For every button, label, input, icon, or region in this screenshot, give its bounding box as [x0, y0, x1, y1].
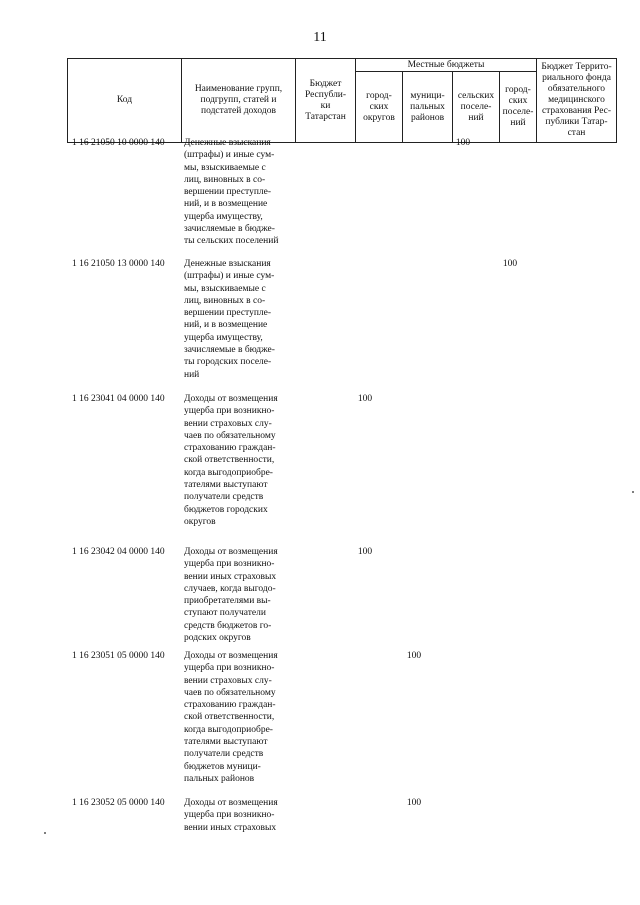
header-code: Код — [68, 59, 182, 143]
income-name: Доходы от возмещения ущерба при возникно- вении страховых слу- чаев по обязательному страхованию граждан- ской ответственности, когда выгодоприобре- тателями выступают получатели средств бюджетов муници- пальных районов — [184, 651, 278, 784]
norm-value: 100 — [357, 394, 373, 404]
income-code: 1 16 23042 04 0000 140 — [72, 547, 165, 557]
income-name: Доходы от возмещения ущерба при возникно- вении иных страховых — [184, 798, 278, 833]
norm-value: 100 — [455, 138, 471, 148]
scan-speck — [44, 832, 46, 834]
header-city-districts: город- ских округов — [356, 72, 403, 143]
income-name: Доходы от возмещения ущерба при возникно- вении страховых слу- чаев по обязательному страхованию граждан- ской ответственности, когда выгодоприобре- тателями выступают получатели средств бюджетов городских округов — [184, 394, 278, 527]
income-name: Доходы от возмещения ущерба при возникно- вении иных страховых случаев, когда выгодо- приобретателями вы- ступают получатели средств бюджетов го- родских округов — [184, 547, 278, 644]
header-tfoms: Бюджет Террито- риального фонда обязательного медицинского страхования Рес- публики Татар- стан — [537, 59, 617, 143]
page-number: 11 — [313, 30, 327, 45]
header-name: Наименование групп, подгрупп, статей и подстатей доходов — [182, 59, 296, 143]
scan-speck — [632, 491, 634, 493]
header-budget-rt: Бюджет Республи- ки Татарстан — [296, 59, 356, 143]
income-name: Денежные взыскания (штрафы) и иные сум- мы, взыскиваемые с лиц, виновных в со- вершении преступле- ний, и в возмещение ущерба имуществу, зачисляемые в бюдже- ты городских поселе- ний — [184, 259, 275, 380]
norm-value: 100 — [357, 547, 373, 557]
income-code: 1 16 21050 13 0000 140 — [72, 259, 165, 269]
norm-value: 100 — [502, 259, 518, 269]
header-city-settlements: город- ских поселе- ний — [500, 72, 537, 143]
income-code: 1 16 23051 05 0000 140 — [72, 651, 165, 661]
norm-value: 100 — [406, 798, 422, 808]
table-header — [67, 58, 617, 143]
norm-value: 100 — [406, 651, 422, 661]
header-municipal-districts: муници- пальных районов — [403, 72, 453, 143]
income-name: Денежные взыскания (штрафы) и иные сум- мы, взыскиваемые с лиц, виновных в со- вершении преступле- ний, и в возмещение ущерба имуществу, зачисляемые в бюдже- ты сельских поселений — [184, 138, 279, 247]
header-rural-settlements: сельских поселе- ний — [453, 72, 500, 143]
income-code: 1 16 23052 05 0000 140 — [72, 798, 165, 808]
income-code: 1 16 21050 10 0000 140 — [72, 138, 165, 148]
income-code: 1 16 23041 04 0000 140 — [72, 394, 165, 404]
header-local-budgets: Местные бюджеты — [356, 59, 537, 72]
